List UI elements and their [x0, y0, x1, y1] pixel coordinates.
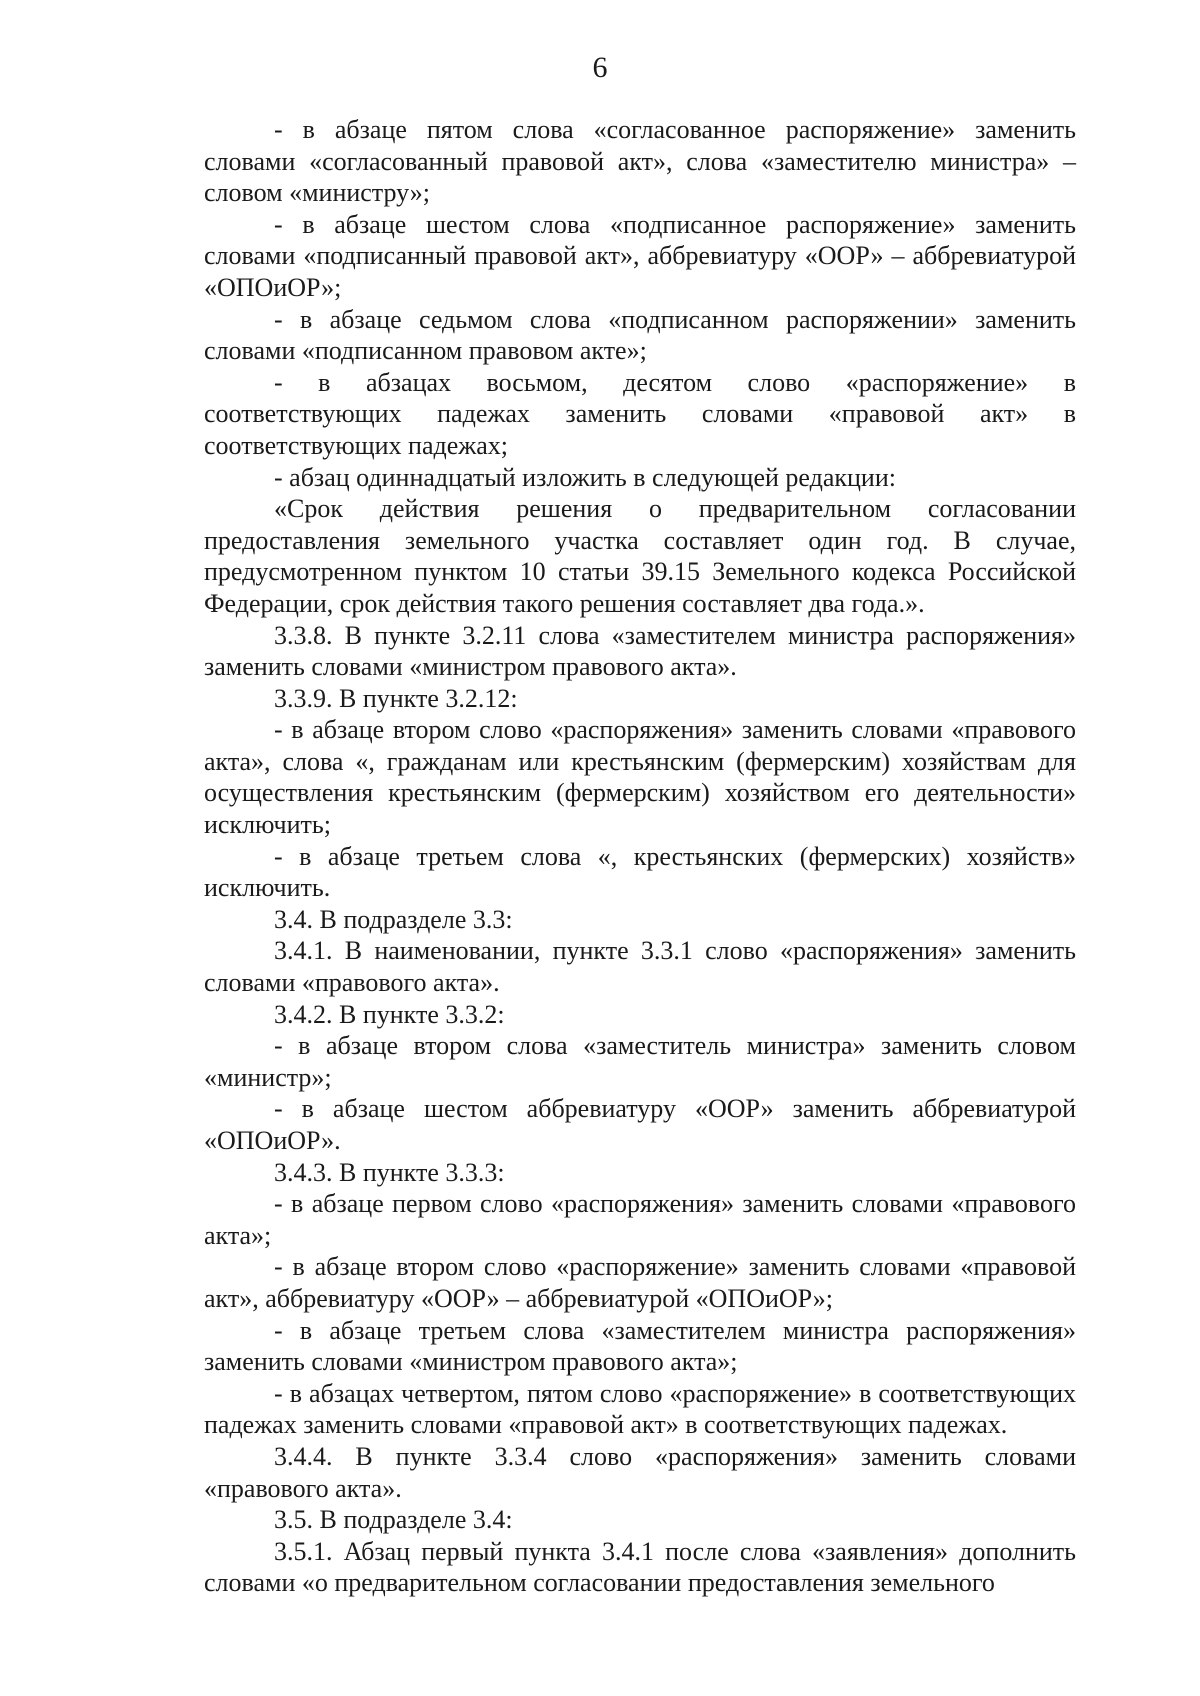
paragraph: - в абзаце шестом слова «подписанное распоряжение» заменить словами «подписанный правовой акт», аббревиатуру «ООР» – аббревиатурой «ОПОиОР»; — [204, 209, 1076, 302]
paragraph: 3.4.1. В наименовании, пункте 3.3.1 слово «распоряжения» заменить словами «правового акта». — [204, 936, 1076, 998]
paragraph: 3.4.2. В пункте 3.3.2: — [274, 999, 505, 1029]
paragraph: - в абзаце первом слово «распоряжения» заменить словами «правового акта»; — [204, 1189, 1076, 1250]
paragraph: 3.3.8. В пункте 3.2.11 слова «заместителем министра распоряжения» заменить словами «министром правового акта». — [204, 620, 1076, 682]
paragraph: - в абзаце втором слово «распоряжения» заменить словами «правового акта», слова «, гражданам или крестьянским (фермерским) хозяйствам для осуществления крестьянским (фермерским) хозяйством его деятельности» исключить; — [204, 715, 1076, 840]
paragraph: - в абзаце третьем слова «заместителем министра распоряжения» заменить словами «министром правового акта»; — [204, 1315, 1076, 1377]
paragraph: 3.4.3. В пункте 3.3.3: — [274, 1157, 505, 1187]
quoted-paragraph: «Срок действия решения о предварительном согласовании предоставления земельного участка составляет один год. В случае, предусмотренном пунктом 10 статьи 39.15 Земельного кодекса Российской Федерации, срок действия такого решения составляет два года.». — [204, 494, 1076, 618]
paragraph: - в абзаце седьмом слова «подписанном распоряжении» заменить словами «подписанном правовом акте»; — [204, 304, 1076, 366]
paragraph: - в абзацах четвертом, пятом слово «распоряжение» в соответствующих падежах заменить словами «правовой акт» в соответствующих падежах. — [204, 1378, 1076, 1440]
paragraph: - в абзаце втором слово «распоряжение» заменить словами «правовой акт», аббревиатуру «ООР» – аббревиатурой «ОПОиОР»; — [204, 1252, 1076, 1313]
paragraph: - в абзаце третьем слова «, крестьянских (фермерских) хозяйств» исключить. — [204, 841, 1076, 903]
paragraph: 3.4.4. В пункте 3.3.4 слово «распоряжения» заменить словами «правового акта». — [204, 1441, 1076, 1503]
document-body — [204, 114, 1076, 1599]
paragraph: - в абзаце втором слова «заместитель министра» заменить словом «министр»; — [204, 1031, 1076, 1092]
paragraph: 3.3.9. В пункте 3.2.12: — [274, 683, 518, 713]
page-number: 6 — [592, 51, 608, 84]
paragraph: - в абзацах восьмом, десятом слово «распоряжение» в соответствующих падежах заменить словами «правовой акт» в соответствующих падежах; — [204, 367, 1076, 460]
paragraph: 3.4. В подразделе 3.3: — [274, 904, 513, 934]
paragraph: - в абзаце пятом слова «согласованное распоряжение» заменить словами «согласованный правовой акт», слова «заместителю министра» – словом «министру»; — [204, 115, 1076, 208]
paragraph: - в абзаце шестом аббревиатуру «ООР» заменить аббревиатурой «ОПОиОР». — [204, 1094, 1076, 1155]
paragraph: 3.5. В подразделе 3.4: — [274, 1505, 513, 1535]
paragraph: 3.5.1. Абзац первый пункта 3.4.1 после слова «заявления» дополнить словами «о предварительном согласовании предоставления земельного — [204, 1536, 1076, 1598]
paragraph: - абзац одиннадцатый изложить в следующей редакции: — [274, 462, 896, 492]
